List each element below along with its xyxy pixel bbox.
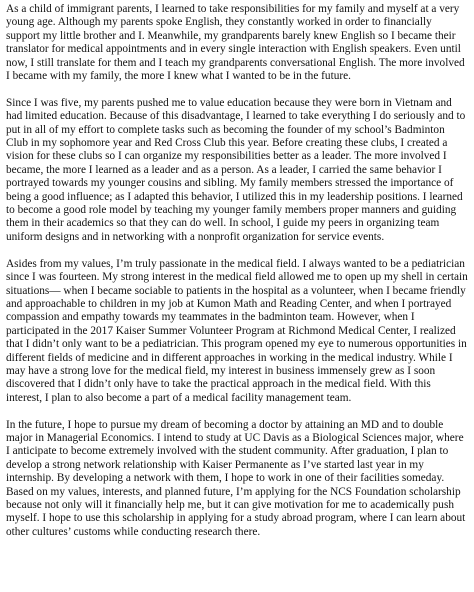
paragraph-future-goals: In the future, I hope to pursue my dream of becoming a doctor by attaining an MD and to double major in Managerial Economics. I intend to study at UC Davis as a Biological Sciences major, where I anticipate to become extremely involved with the student community. After graduation, I plan to develop a strong network relationship with Kaiser Permanente as I’ve started last year in my internship. By developing a network with them, I hope to work in one of their facilities someday. Based on my values, interests, and planned future, I’m applying for the NCS Foundation scholarship because not only will it financially help me, but it can give motivation for me to academically push myself. I hope to use this scholarship in applying for a study abroad program, where I can learn about other cultures’ customs while conducting research there.	[6, 418, 466, 538]
paragraph-education-leadership: Since I was five, my parents pushed me to value education because they were born in Vietnam and had limited education. Because of this disadvantage, I learned to take everything I do seriously and to put in all of my effort to complete tasks such as becoming the founder of my school’s Badminton Club in my sophomore year and Red Cross Club this year. Before creating these clubs, I created a vision for these clubs so I can organize my responsibilities better as a leader. The more involved I became, the more I learned as a leader and as a person. As a leader, I carried the same behavior I portrayed towards my younger cousins and sibling. My family members stressed the importance of being a good influence; as I adapted this behavior, I utilized this in my leadership positions. I learned to become a good role model by teaching my younger family members proper manners and guiding them in their academics so that they can do well. In school, I guide my peers in organizing team uniform designs and in networking with a nonprofit organization for service events.	[6, 96, 466, 243]
essay-document	[6, 3, 468, 553]
paragraph-family-responsibility: As a child of immigrant parents, I learned to take responsibilities for my family and myself at a very young age. Although my parents spoke English, they constantly worked in order to financially support my little brother and I. Meanwhile, my grandparents barely knew English so I became their translator for medical appointments and in every single interaction with English speakers. Even until now, I still translate for them and I teach my grandparents conversational English. The more involved I became with my family, the more I knew what I wanted to be in the future.	[6, 3, 465, 83]
paragraph-medical-passion: Asides from my values, I’m truly passionate in the medical field. I always wanted to be a pediatrician since I was fourteen. My strong interest in the medical field allowed me to open up my shell in certain situations— when I became sociable to patients in the hospital as a volunteer, when I became friendly and approachable to children in my job at Kumon Math and Reading Center, and when I portrayed compassion and empathy towards my teammates in the badminton team. However, when I participated in the 2017 Kaiser Summer Volunteer Program at Richmond Medical Center, I realized that I didn’t only want to be a pediatrician. This program opened my eye to numerous opportunities in different fields of medicine and in different approaches in working in the medical industry. While I may have a strong love for the medical field, my interest in business immensely grew as I soon discovered that I didn’t only have to take the practical approach in the medical field. With this interest, I plan to also become a part of a medical facility management team.	[6, 257, 468, 404]
